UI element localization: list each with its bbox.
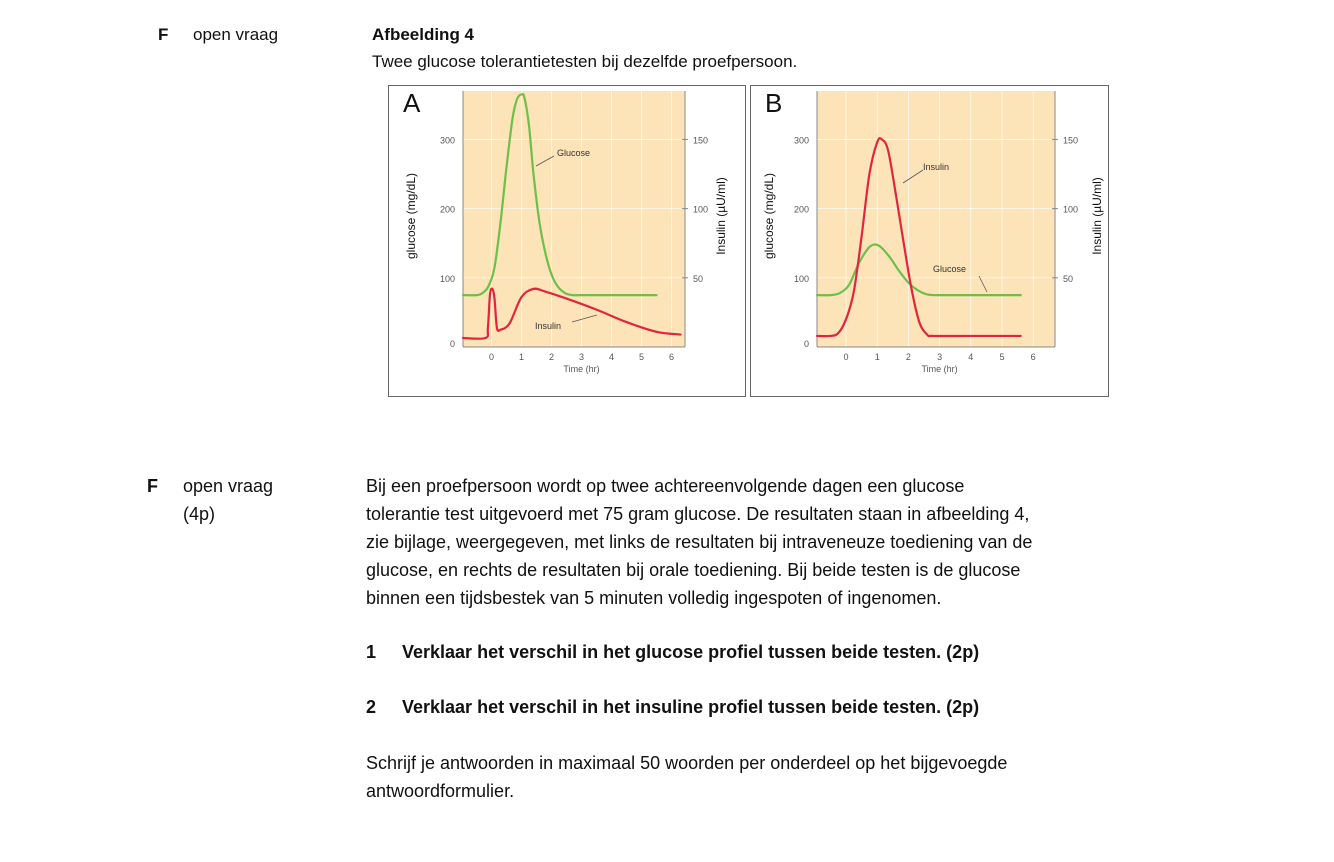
annotation-insulin: Insulin: [923, 162, 950, 172]
paragraph-line: glucose, en rechts de resultaten bij orale toediening. Bij beide testen is de glucose: [366, 560, 1021, 580]
y-axis-label: glucose (mg/dL): [404, 172, 418, 260]
question-1-number: 1: [366, 642, 377, 662]
question-paragraph: [366, 472, 1146, 612]
x-tick-label: 2: [905, 352, 911, 362]
x-tick-label: 3: [578, 352, 585, 362]
section-type: open vraag: [193, 25, 279, 44]
chart-b: [751, 86, 1108, 396]
section-letter: F: [158, 25, 169, 44]
x-axis-label: Time (hr): [563, 364, 600, 374]
paragraph-line: tolerantie test uitgevoerd met 75 gram glucose. De resultaten staan in afbeelding 4,: [366, 504, 1030, 524]
x-tick-label: 5: [999, 352, 1005, 362]
x-tick-label: 5: [638, 352, 645, 362]
y-tick-label: 300: [793, 135, 809, 146]
y2-tick-label: 100: [1063, 204, 1079, 215]
chart-panel-b: [750, 85, 1109, 397]
x-tick-label: 1: [518, 352, 525, 362]
x-tick-label: 1: [874, 352, 880, 362]
panel-letter: A: [403, 88, 421, 118]
y-tick-label: 200: [793, 204, 809, 215]
y2-tick-label: 100: [693, 204, 709, 215]
x-tick-label: 0: [488, 352, 495, 362]
y2-axis-label: Insulin (µU/ml): [714, 177, 728, 255]
plot-area: [817, 91, 1055, 347]
chart-a: [389, 86, 745, 396]
question-1-text: Verklaar het verschil in het glucose profiel tussen beide testen. (2p): [402, 642, 980, 662]
y2-tick-label: 50: [1063, 273, 1074, 284]
question-2-number: 2: [366, 697, 377, 717]
chart-panel-a: [388, 85, 746, 397]
x-tick-label: 4: [608, 352, 615, 362]
question-type: open vraag: [183, 476, 274, 496]
y2-axis-label: Insulin (µU/ml): [1090, 177, 1104, 255]
y-tick-label: 100: [793, 273, 809, 284]
y-axis-label: glucose (mg/dL): [762, 172, 776, 260]
y-tick-label: 100: [439, 273, 455, 284]
closing-line: antwoordformulier.: [366, 781, 515, 801]
closing-line: Schrijf je antwoorden in maximaal 50 woorden per onderdeel op het bijgevoegde: [366, 753, 1008, 773]
annotation-glucose: Glucose: [557, 148, 591, 158]
paragraph-line: Bij een proefpersoon wordt op twee achtereenvolgende dagen een glucose: [366, 476, 965, 496]
question-points: (4p): [183, 504, 216, 524]
figure-title: Afbeelding 4: [372, 25, 475, 44]
panel-letter: B: [765, 88, 783, 118]
annotation-glucose: Glucose: [933, 264, 967, 274]
y2-tick-label: 150: [693, 135, 709, 146]
y2-tick-label: 50: [693, 273, 704, 284]
annotation-insulin: Insulin: [535, 321, 562, 331]
y2-tick-label: 150: [1063, 135, 1079, 146]
question-2-text: Verklaar het verschil in het insuline profiel tussen beide testen. (2p): [402, 697, 980, 717]
y-tick-label: 0: [449, 339, 455, 349]
paragraph-line: binnen een tijdsbestek van 5 minuten volledig ingespoten of ingenomen.: [366, 588, 942, 608]
x-tick-label: 6: [1030, 352, 1036, 362]
x-tick-label: 6: [668, 352, 675, 362]
paragraph-line: zie bijlage, weergegeven, met links de resultaten bij intraveneuze toediening van de: [366, 532, 1033, 552]
x-tick-label: 2: [548, 352, 555, 362]
figure-subtitle: Twee glucose tolerantietesten bij dezelfde proefpersoon.: [372, 52, 798, 71]
y-tick-label: 0: [803, 339, 809, 349]
x-axis-label: Time (hr): [921, 364, 958, 374]
x-tick-label: 4: [968, 352, 974, 362]
question-letter: F: [147, 476, 158, 496]
y-tick-label: 300: [439, 135, 455, 146]
x-tick-label: 3: [937, 352, 943, 362]
x-tick-label: 0: [843, 352, 849, 362]
y-tick-label: 200: [439, 204, 455, 215]
